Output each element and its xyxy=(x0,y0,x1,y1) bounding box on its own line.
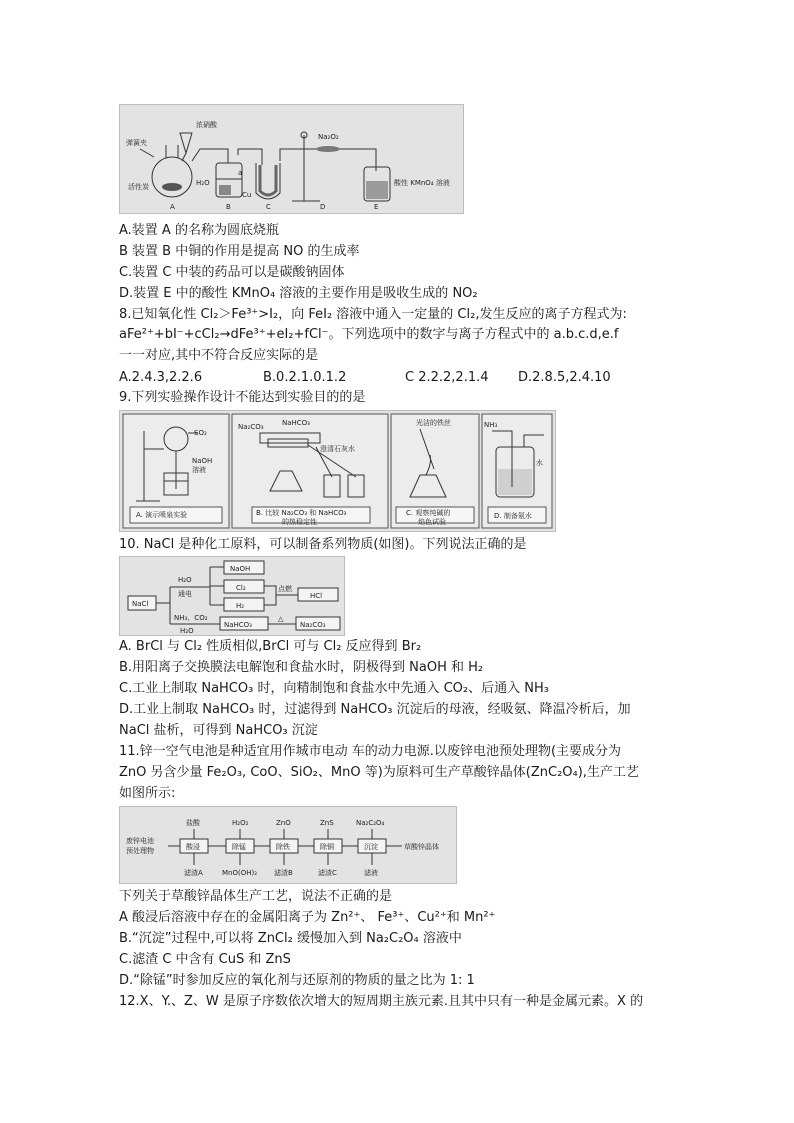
label-A: A xyxy=(170,203,175,211)
q11-stem-1: 11.锌一空气电池是种适宜用作城市电动 车的动力电源.以废锌电池预处理物(主要成分为 xyxy=(119,744,622,759)
flow-step-remove-fe: 除铁 xyxy=(276,843,290,851)
label-C: C xyxy=(266,203,271,211)
diagram-heat: △ xyxy=(278,615,284,623)
label-a: a xyxy=(238,169,243,177)
q8-option-d: D.2.8.5,2.4.10 xyxy=(518,370,611,385)
flow-step-remove-cu: 除铜 xyxy=(320,843,334,851)
q8-option-b: B.0.2.1.0.1.2 xyxy=(263,370,347,385)
flow-output-residue-a: 滤渣A xyxy=(184,869,203,877)
diagram-naoh: NaOH xyxy=(230,565,251,573)
diagram-nahco3: NaHCO₃ xyxy=(224,621,252,629)
flow-output-filtrate: 滤液 xyxy=(364,869,378,877)
q9-b-label-na2co3: Na₂CO₃ xyxy=(238,423,264,431)
diagram-ignite: 点燃 xyxy=(278,585,292,593)
q11-option-c: C.滤渣 C 中含有 CuS 和 ZnS xyxy=(119,952,291,967)
q10-option-c: C.工业上制取 NaHCO₃ 时，向精制饱和食盐水中先通入 CO₂、后通入 NH₃ xyxy=(119,681,549,696)
q10-option-b: B.用阳离子交换膜法电解饱和食盐水时，阴极得到 NaOH 和 H₂ xyxy=(119,660,484,675)
label-conc-nitric: 浓硝酸 xyxy=(196,121,217,129)
flow-output-mnooh2: MnO(OH)₂ xyxy=(222,869,258,877)
q8-stem-2: aFe²⁺+bI⁻+cCl₂→dFe³⁺+eI₂+fCl⁻。下列选项中的数字与离子方程式中的 a.b.c.d,e.f xyxy=(119,327,619,342)
q11-question: 下列关于草酸锌晶体生产工艺，说法不正确的是 xyxy=(119,889,393,904)
diagram-h2o-top: H₂O xyxy=(178,576,192,584)
q10-option-d: D.工业上制取 NaHCO₃ 时，过滤得到 NaHCO₃ 沉淀后的母液，经吸氨、降温冷析后，加 xyxy=(119,702,631,717)
q9-c-caption-2: 焰色试验 xyxy=(418,518,446,526)
q9-d-label-water: 水 xyxy=(536,459,543,467)
q7-option-c: C.装置 C 中装的药品可以是碳酸钠固体 xyxy=(119,265,345,280)
label-D: D xyxy=(320,203,326,211)
process-flow-q11 xyxy=(119,806,457,884)
q9-a-caption: A. 演示喷泉实验 xyxy=(136,511,188,519)
diagram-electrolysis: 通电 xyxy=(178,590,192,598)
diagram-h2o-bottom: H₂O xyxy=(180,627,194,635)
q10-option-a: A. BrCl 与 Cl₂ 性质相似,BrCl 可与 Cl₂ 反应得到 Br₂ xyxy=(119,639,422,654)
q11-stem-3: 如图所示: xyxy=(119,786,176,801)
label-B: B xyxy=(226,203,231,211)
flow-output-residue-c: 滤渣C xyxy=(318,869,337,877)
diagram-nh3-co2: NH₃、CO₂ xyxy=(174,614,208,622)
q9-a-label-solution: 溶液 xyxy=(192,466,206,474)
diagram-cl2: Cl₂ xyxy=(236,584,246,592)
q8-option-c: C 2.2.2,2.1.4 xyxy=(405,370,489,385)
q7-option-a: A.装置 A 的名称为圆底烧瓶 xyxy=(119,223,279,238)
q11-option-a: A 酸浸后溶液中存在的金属阳离子为 Zn²⁺、 Fe³⁺、Cu²⁺和 Mn²⁺ xyxy=(119,910,496,925)
flow-start-line2: 预处理物 xyxy=(126,847,154,855)
q9-stem: 9.下列实验操作设计不能达到实验目的的是 xyxy=(119,390,366,405)
q12-stem: 12.X、Y.、Z、W 是原子序数依次增大的短周期主族元素.且其中只有一种是金属元素。X 的 xyxy=(119,994,644,1009)
flow-step-remove-mn: 除锰 xyxy=(232,843,246,851)
flow-reagent-hcl: 盐酸 xyxy=(186,819,200,827)
experiment-figure-q9 xyxy=(119,410,556,532)
q7-option-b: B 装置 B 中铜的作用是提高 NO 的生成率 xyxy=(119,244,360,259)
nacl-diagram-q10 xyxy=(119,556,345,636)
q7-option-d: D.装置 E 中的酸性 KMnO₄ 溶液的主要作用是吸收生成的 NO₂ xyxy=(119,286,478,301)
q9-c-caption: C. 观察纯碱的 xyxy=(406,509,451,517)
flow-step-precipitate: 沉淀 xyxy=(364,843,378,851)
label-na2o2: Na₂O₂ xyxy=(318,133,339,141)
diagram-h2: H₂ xyxy=(236,602,245,610)
flow-reagent-h2o2: H₂O₂ xyxy=(232,819,249,827)
flow-reagent-zns: ZnS xyxy=(320,819,334,827)
q8-stem-1: 8.已知氧化性 Cl₂＞Fe³⁺>I₂，向 FeI₂ 溶液中通入一定量的 Cl₂,发生反应的离子方程式为: xyxy=(119,307,627,322)
label-spring-clip: 弹簧夹 xyxy=(126,139,147,147)
label-water: H₂O xyxy=(196,179,210,187)
q9-a-label-so2: SO₂ xyxy=(194,429,207,437)
flow-start-line1: 废锌电池 xyxy=(126,837,154,845)
q8-stem-3: 一一对应,其中不符合反应实际的是 xyxy=(119,348,319,363)
diagram-hcl: HCl xyxy=(310,592,323,600)
q9-b-label-limewater: 澄清石灰水 xyxy=(320,445,355,453)
flow-reagent-zno: ZnO xyxy=(276,819,291,827)
label-charcoal: 活性炭 xyxy=(128,183,149,191)
flow-reagent-na2c2o4: Na₂C₂O₄ xyxy=(356,819,385,827)
q10-stem: 10. NaCl 是种化工原料，可以制备系列物质(如图)。下列说法正确的是 xyxy=(119,537,527,552)
q9-d-caption: D. 制备氨水 xyxy=(494,512,532,520)
q9-b-caption-2: 的热稳定性 xyxy=(282,518,317,526)
diagram-na2co3: Na₂CO₃ xyxy=(300,621,326,629)
label-kmno4: 酸性 KMnO₄ 溶液 xyxy=(394,179,450,187)
q9-d-label-nh3: NH₃ xyxy=(484,421,498,429)
flow-step-acid-leach: 酸浸 xyxy=(186,843,200,851)
flow-output-residue-b: 滤渣B xyxy=(274,869,293,877)
label-copper: Cu xyxy=(242,191,252,199)
q8-option-a: A.2.4.3,2.2.6 xyxy=(119,370,203,385)
q10-option-d-cont: NaCl 盐析，可得到 NaHCO₃ 沉淀 xyxy=(119,723,318,738)
diagram-nacl: NaCl xyxy=(132,600,149,608)
q11-option-d: D.“除锰”时参加反应的氧化剂与还原剂的物质的量之比为 1: 1 xyxy=(119,973,475,988)
label-E: E xyxy=(374,203,379,211)
q11-option-b: B.“沉淀”过程中,可以将 ZnCl₂ 缓慢加入到 Na₂C₂O₄ 溶液中 xyxy=(119,931,462,946)
q11-stem-2: ZnO 另含少量 Fe₂O₃, CoO、SiO₂、MnO 等)为原料可生产草酸锌晶体(ZnC₂O₄),生产工艺 xyxy=(119,765,639,780)
q9-b-label-nahco3: NaHCO₃ xyxy=(282,419,310,427)
q9-c-label-wire: 光洁的铁丝 xyxy=(416,419,451,427)
q9-b-caption: B. 比较 Na₂CO₃ 和 NaHCO₃ xyxy=(256,509,347,517)
apparatus-figure-q7 xyxy=(119,104,464,214)
flow-product: 草酸锌晶体 xyxy=(404,843,439,851)
q9-a-label-naoh: NaOH xyxy=(192,457,213,465)
